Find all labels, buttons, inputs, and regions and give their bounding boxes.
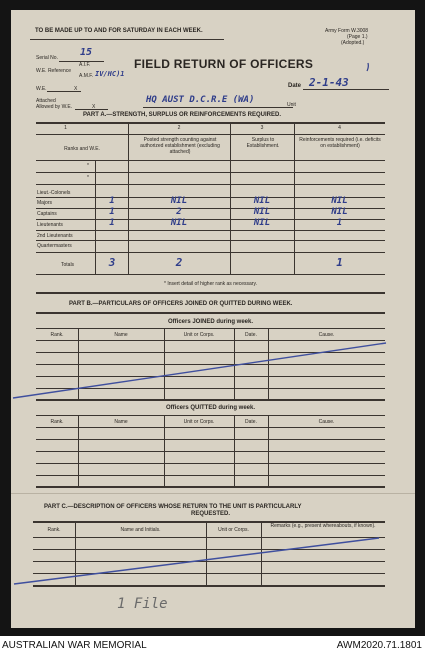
captains-we: 1 — [109, 207, 115, 217]
part-c-strike-line — [14, 538, 379, 584]
army-form-number: Army Form W.3008 — [325, 28, 369, 34]
star-row-marker: * — [87, 163, 89, 169]
lieutenants-reinforcements: 1 — [336, 218, 343, 228]
rank-lieut-colonels: Lieut.-Colonels — [37, 190, 71, 196]
header-surplus: Surplus to Establishment. — [246, 137, 280, 149]
captains-surplus: NIL — [253, 207, 271, 217]
quitted-title: Officers QUITTED during week. — [165, 405, 255, 411]
col-number-4: 4 — [338, 125, 341, 131]
unit-value: HQ AUST D.C.R.E (WA) — [146, 95, 255, 105]
header-posted-strength: Posted strength counting against authorized establishment (excluding attached) — [140, 137, 220, 155]
rank-captains: Captains — [37, 211, 57, 217]
part-a-title: PART A.—STRENGTH, SURPLUS OR REINFORCEMENTS REQUIRED. — [83, 112, 282, 118]
amf-label: A.M.F. — [79, 73, 94, 79]
totals-posted: 2 — [175, 256, 183, 269]
part-b-title: PART B.—PARTICULARS OF OFFICERS JOINED OR QUITTED DURING WEEK. — [69, 301, 293, 307]
archive-caption — [0, 640, 425, 653]
part-c-col-remarks: Remarks (e.g., present whereabouts, if known). — [270, 523, 376, 529]
file-note: 1 File — [117, 596, 168, 612]
attached-label: Attached — [36, 98, 56, 104]
rank-lieutenants: Lieutenants — [37, 222, 63, 228]
majors-we: 1 — [109, 196, 115, 206]
quitted-col-cause: Cause. — [318, 419, 335, 425]
form-sheet — [11, 10, 415, 628]
part-c-col-unit: Unit or Corps. — [218, 527, 249, 533]
col-number-1: 1 — [64, 125, 67, 131]
part-a-footnote: * Insert detail of higher rank as necessary. — [163, 281, 257, 287]
majors-surplus: NIL — [253, 196, 271, 206]
page-number: (Page 1.) — [347, 34, 368, 40]
quitted-col-name: Name — [114, 419, 128, 425]
lieutenants-posted: NIL — [170, 218, 188, 228]
instruction-text: TO BE MADE UP TO AND FOR SATURDAY IN EACH WEEK. — [35, 28, 203, 34]
quitted-col-rank: Rank. — [50, 419, 64, 425]
part-c-title-line2: REQUESTED. — [190, 511, 230, 517]
part-b-strike-line — [13, 343, 386, 398]
joined-col-name: Name — [114, 332, 128, 338]
totals-label: Totals — [61, 262, 75, 268]
joined-title: Officers JOINED during week. — [167, 319, 254, 325]
quitted-col-date: Date. — [245, 419, 257, 425]
lieutenants-we: 1 — [109, 218, 115, 228]
serial-value: 15 — [80, 47, 93, 58]
joined-col-unit: Unit or Corps. — [183, 332, 215, 338]
totals-reinforcements: 1 — [336, 256, 343, 269]
we-reference-value: IV/HC)1 — [95, 70, 125, 78]
form-title: FIELD RETURN OF OFFICERS — [134, 57, 314, 71]
totals-we: 3 — [108, 256, 116, 269]
unit-label: Unit — [287, 102, 296, 108]
star-row-marker: * — [87, 175, 89, 181]
we-reference-label: W.E. Reference — [36, 68, 72, 74]
part-c-col-rank: Rank. — [47, 527, 61, 533]
joined-col-cause: Cause. — [318, 332, 335, 338]
we-x-mark: X — [74, 86, 78, 92]
header-reinforcements: Reinforcements required (i.e. deficits on establishment) — [299, 137, 381, 149]
pen-strikethrough-marks — [11, 10, 415, 628]
majors-posted: NIL — [170, 196, 188, 206]
adopted-note: (Adopted.) — [341, 40, 365, 46]
captains-reinforcements: NIL — [331, 207, 348, 217]
accession-number: AWM2020.71.1801 — [336, 640, 422, 651]
date-label: Date — [288, 83, 302, 89]
serial-label: Serial No. — [36, 55, 58, 61]
allowed-x-mark: X — [92, 104, 96, 110]
lieutenants-surplus: NIL — [253, 218, 271, 228]
date-value: 2-1-43 — [309, 76, 349, 89]
aif-label: A.I.F. — [79, 62, 91, 68]
header-ranks-we: Ranks and W.E. — [64, 146, 100, 152]
joined-col-date: Date. — [245, 332, 257, 338]
col-number-2: 2 — [177, 125, 181, 131]
rank-quartermasters: Quartermasters — [37, 243, 72, 249]
captains-posted: 2 — [176, 207, 182, 217]
col-number-3: 3 — [260, 125, 264, 131]
allowed-label: Allowed by W.E. — [36, 104, 73, 110]
part-c-col-name: Name and Initials. — [120, 527, 161, 533]
institution-name: AUSTRALIAN WAR MEMORIAL — [2, 640, 147, 651]
rank-2nd-lieutenants: 2nd Lieutenants — [37, 233, 73, 239]
part-c-title-line1: PART C.—DESCRIPTION OF OFFICERS WHOSE RETURN TO THE UNIT IS PARTICULARLY — [44, 504, 302, 510]
joined-col-rank: Rank. — [50, 332, 64, 338]
majors-reinforcements: NIL — [331, 196, 348, 206]
we-label: W.E. — [36, 86, 47, 92]
quitted-col-unit: Unit or Corps. — [183, 419, 215, 425]
pen-tick-mark — [367, 63, 368, 71]
rank-majors: Majors — [37, 200, 53, 206]
